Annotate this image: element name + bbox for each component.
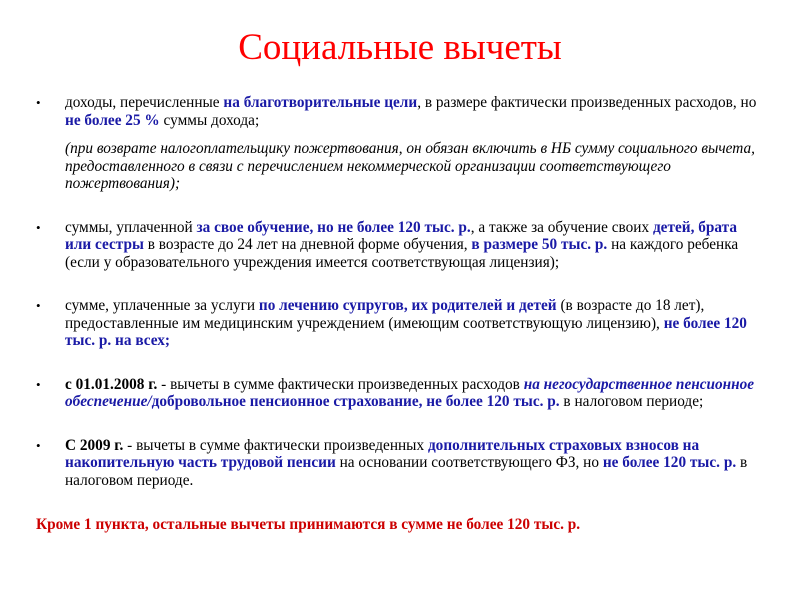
item-text: [65, 376, 766, 411]
item-text: [65, 94, 766, 129]
item-text-plain: сумме, уплаченные за услуги: [65, 297, 259, 314]
item-text-plain: - вычеты в сумме фактически произведенных: [123, 436, 428, 454]
item-text-plain: суммы, уплаченной: [65, 218, 197, 236]
item-text: [65, 219, 766, 272]
item-text-plain: - вычеты в сумме фактически произведенных расходов: [157, 375, 524, 393]
item-highlight: в размере 50 тыс. р.: [471, 236, 608, 253]
item-note: (при возврате налогоплательщику пожертвования, он обязан включить в НБ сумму социального вычета, предоставленного в связи с перечислением некоммерческой организации соответствующего пожертвования);: [65, 140, 755, 192]
bullet-icon: •: [36, 95, 41, 110]
item-highlight: на благотворительные цели: [223, 94, 418, 111]
bullet-icon: •: [36, 376, 41, 392]
item-highlight: за свое обучение, но не более 120 тыс. р.: [196, 218, 471, 236]
item-date: с 01.01.2008 г.: [65, 375, 158, 393]
bullet-icon: •: [36, 437, 41, 453]
item-text-plain: , а также за обучение своих: [470, 218, 653, 236]
slide-title: Социальные вычеты: [238, 27, 562, 68]
item-text-plain: доходы, перечисленные: [65, 94, 224, 111]
list-item-charity: [36, 94, 766, 193]
list-item-pension-2009: [36, 437, 766, 490]
list-item-pension-2008: [36, 376, 766, 411]
footer-note: Кроме 1 пункта, остальные вычеты принимаются в сумме не более 120 тыс. р.: [36, 516, 581, 533]
item-highlight: детей, брата или сестры: [65, 218, 737, 253]
item-highlight: по лечению супругов, их родителей и детей: [258, 297, 557, 314]
item-text-plain: в возрасте до 24 лет на дневной форме обучения,: [143, 236, 472, 253]
item-text-plain: суммы дохода;: [159, 111, 260, 129]
item-highlight: не более 25 %: [65, 111, 160, 129]
item-text-plain: на каждого ребенка (если у образовательного учреждения имеется соответствующая лицензия);: [65, 236, 739, 271]
item-date: С 2009 г.: [65, 436, 124, 454]
item-highlight: не более 120 тыс. р. на всех;: [65, 314, 747, 349]
bullet-icon: •: [36, 298, 41, 313]
item-text: [65, 437, 766, 490]
deductions-list: [36, 94, 766, 534]
list-item-education: [36, 219, 766, 272]
item-text-plain: на основании соответствующего ФЗ, но: [335, 454, 603, 471]
item-highlight: дополнительных страховых взносов на накопительную часть трудовой пенсии: [65, 436, 700, 471]
item-text-plain: (в возрасте до 18 лет), предоставленные им медицинским учреждением (имеющим соответствующую лицензию),: [65, 297, 705, 332]
item-text-plain: , в размере фактически произведенных расходов, но: [417, 94, 757, 111]
item-text-plain: в налоговом периоде.: [65, 454, 748, 489]
item-text-plain: в налоговом периоде;: [559, 393, 704, 410]
item-highlight: не более 120 тыс. р.: [602, 454, 737, 471]
item-text: [65, 297, 766, 350]
item-highlight: на негосударственное пенсионное обеспечение/: [65, 375, 755, 410]
list-item-medical: [36, 297, 766, 350]
bullet-icon: •: [36, 219, 41, 235]
item-highlight: добровольное пенсионное страхование, не более 120 тыс. р.: [151, 393, 560, 410]
